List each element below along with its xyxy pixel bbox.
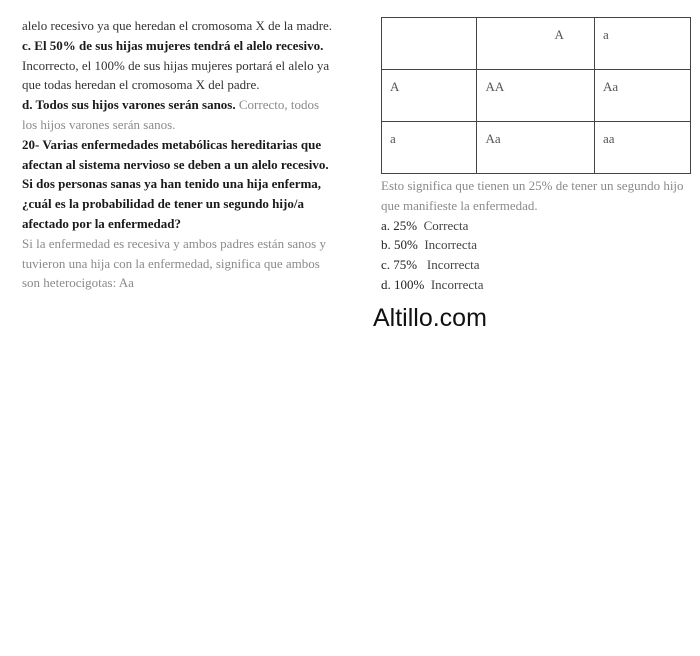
question-20: 20- Varias enfermedades metabólicas hereditarias que afectan al sistema nervioso se deben a un alelo recesivo. Si dos personas sanas ya han tenido una hija enferma, ¿cuál es la probabilidad de tener un segundo hijo/a afectado por la enfermedad? xyxy=(22,136,329,231)
probability-explanation: Esto significa que tienen un 25% de tener un segundo hijo que manifieste la enfermedad. xyxy=(381,178,684,213)
punnett-header-cell: a xyxy=(594,18,690,70)
option-d xyxy=(22,95,334,135)
punnett-cell: AA xyxy=(477,70,594,122)
answer-option xyxy=(381,235,693,255)
answer-options xyxy=(381,216,693,295)
answer-option-value: c. 75% xyxy=(381,257,418,273)
option-d-feedback: Correcto, todos los hijos varones serán sanos. xyxy=(22,97,320,132)
previous-answer-tail: alelo recesivo ya que heredan el cromosoma X de la madre. xyxy=(22,18,333,33)
option-c xyxy=(22,36,334,95)
punnett-header-cell: A xyxy=(477,18,594,70)
option-c-statement: c. El 50% de sus hijas mujeres tendrá el alelo recesivo. xyxy=(22,37,324,53)
question-20-explanation: Si la enfermedad es recesiva y ambos padres están sanos y tuvieron una hija con la enfermedad, significa que ambos son heterocigotas: Aa xyxy=(22,235,326,291)
answer-option xyxy=(381,255,693,275)
left-column xyxy=(22,16,334,293)
answer-option-verdict: Correcta xyxy=(417,217,469,233)
option-c-feedback: Incorrecto, el 100% de sus hijas mujeres portará el alelo ya que todas heredan el cromosoma X del padre. xyxy=(22,57,330,93)
punnett-header-row xyxy=(382,18,691,70)
answer-option-value: b. 50% xyxy=(381,237,418,253)
punnett-cell: Aa xyxy=(594,70,690,122)
option-d-statement: d. Todos sus hijos varones serán sanos. xyxy=(22,97,236,113)
answer-option xyxy=(381,275,693,295)
answer-option-verdict: Incorrecta xyxy=(424,276,484,292)
right-column xyxy=(381,17,693,295)
answer-option-value: d. 100% xyxy=(381,276,425,292)
answer-option-verdict: Incorrecta xyxy=(417,237,478,253)
altillo-watermark: Altillo.com xyxy=(373,304,487,332)
punnett-row-label: A xyxy=(382,70,477,122)
answer-option-verdict: Incorrecta xyxy=(417,257,480,273)
punnett-row xyxy=(382,70,691,122)
punnett-square xyxy=(381,17,691,174)
punnett-row-label: a xyxy=(382,122,477,174)
answer-option xyxy=(381,216,693,236)
punnett-cell: Aa xyxy=(477,122,594,174)
answer-option-value: a. 25% xyxy=(381,217,418,233)
punnett-row xyxy=(382,122,691,174)
punnett-cell: aa xyxy=(594,122,690,174)
punnett-corner xyxy=(382,18,477,70)
